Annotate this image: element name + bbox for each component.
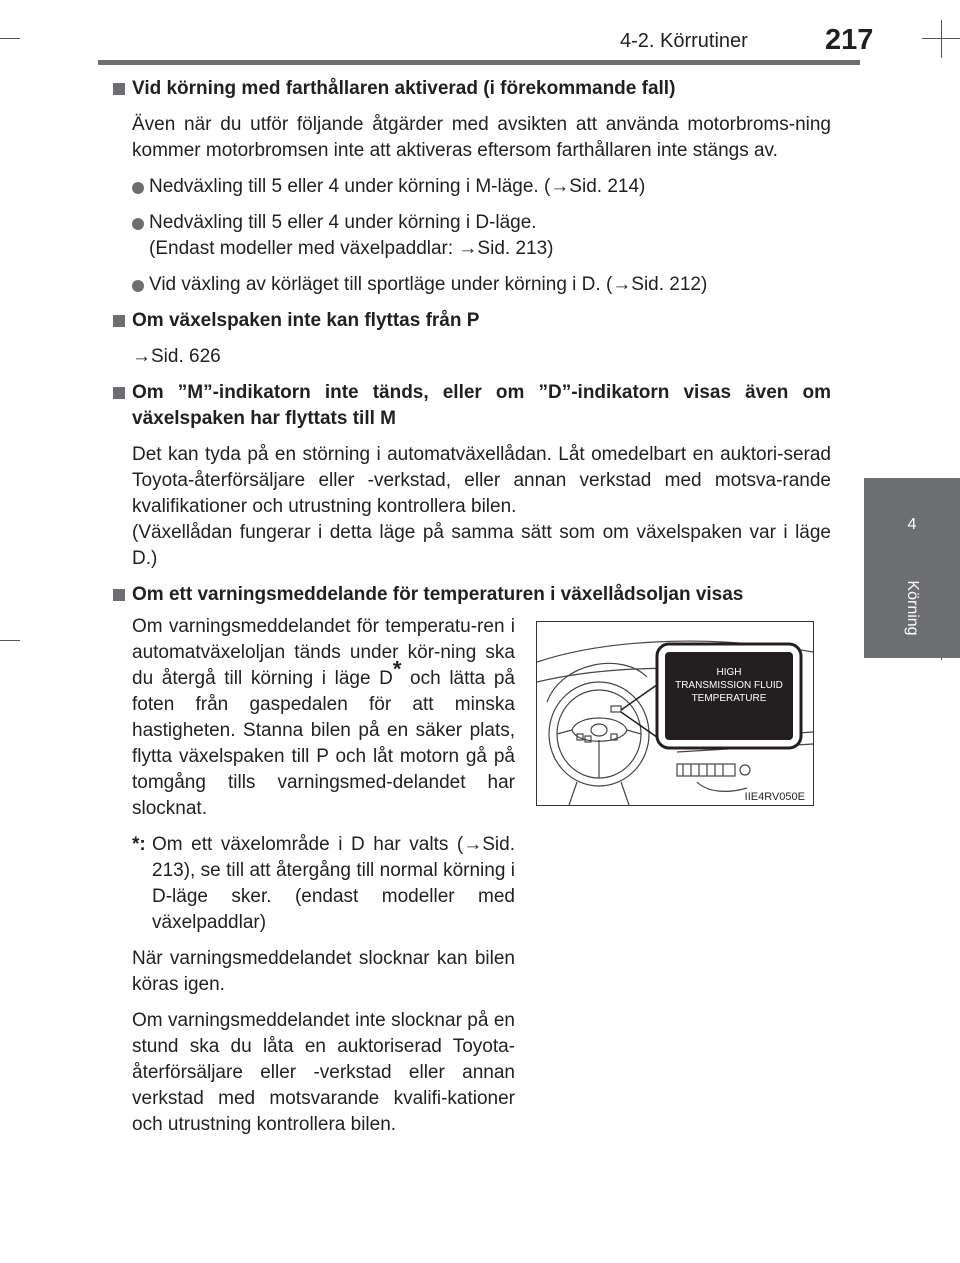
- main-content: [113, 76, 831, 618]
- crop-mark: [0, 640, 20, 641]
- round-bullet-icon: [132, 218, 144, 230]
- list-item-text: Nedväxling till 5 eller 4 under körning i M-läge. (→Sid. 214): [149, 176, 646, 197]
- footnote-mark: *:: [132, 834, 146, 855]
- square-bullet-icon: [113, 83, 125, 95]
- list-item-text: Nedväxling till 5 eller 4 under körning i D-läge.: [149, 212, 537, 233]
- paragraph: När varningsmeddelandet slocknar kan bilen köras igen.: [132, 948, 515, 995]
- display-text: [665, 666, 793, 705]
- crop-mark: [0, 38, 20, 39]
- page-reference: →Sid. 626: [132, 346, 221, 367]
- chapter-label: Körning: [904, 580, 921, 636]
- heading-text: Om ”M”-indikatorn inte tänds, eller om ”D”-indikatorn visas även om växelspaken har flyttats till M: [132, 382, 831, 429]
- square-bullet-icon: [113, 589, 125, 601]
- header-rule: [98, 60, 860, 65]
- chapter-number: 4: [907, 516, 917, 533]
- page-number: 217: [825, 24, 874, 56]
- section-heading: [113, 380, 831, 432]
- heading-text: Vid körning med farthållaren aktiverad (i förekommande fall): [132, 78, 676, 99]
- paragraph-text: och lätta på foten från gaspedalen för att minska hastigheten. Stanna bilen på en säker plats, flytta växelspaken till P och låt motorn gå på tomgång tills varningsmed-delandet har slocknat.: [132, 668, 515, 819]
- list-item-text: (Endast modeller med växelpaddlar: →Sid. 213): [149, 238, 554, 259]
- section4-text-column: [132, 614, 515, 1148]
- asterisk-mark: *: [392, 656, 402, 682]
- header-section-title: 4-2. Körrutiner: [620, 30, 748, 52]
- list-item: [113, 174, 831, 200]
- round-bullet-icon: [132, 280, 144, 292]
- display-line: TEMPERATURE: [691, 693, 767, 704]
- round-bullet-icon: [132, 182, 144, 194]
- display-line: HIGH: [716, 667, 742, 678]
- square-bullet-icon: [113, 387, 125, 399]
- paragraph-note: (Växellådan fungerar i detta läge på samma sätt som om växelspaken var i läge D.): [132, 522, 831, 569]
- paragraph: [132, 614, 515, 822]
- paragraph: Även när du utför följande åtgärder med avsikten att använda motorbroms-ning kommer motorbromsen inte att aktiveras eftersom farthållaren inte stängs av.: [132, 114, 831, 161]
- footnote: [132, 832, 515, 936]
- crop-mark: [941, 20, 942, 58]
- heading-text: Om växelspaken inte kan flyttas från P: [132, 310, 480, 331]
- figure-code: IIE4RV050E: [744, 791, 805, 803]
- dashboard-illustration: [536, 621, 814, 806]
- section-heading: [113, 76, 831, 102]
- chapter-side-tab: [864, 478, 960, 658]
- list-item: [113, 210, 831, 262]
- paragraph: [113, 442, 831, 572]
- paragraph-text: Om varningsmeddelandet för temperatu-ren i automatväxeloljan tänds under kör-ning ska du återgå till körning i läge D: [132, 616, 515, 689]
- section-heading: [113, 582, 831, 608]
- list-item-text: Vid växling av körläget till sportläge under körning i D. (→Sid. 212): [149, 274, 708, 295]
- list-item: [113, 272, 831, 298]
- section-heading: [113, 308, 831, 334]
- display-line: TRANSMISSION FLUID: [675, 680, 783, 691]
- paragraph-text: Det kan tyda på en störning i automatväxellådan. Låt omedelbart en auktori-serad Toyota-återförsäljare eller -verkstad, eller annan verkstad med motsva-rande kvalifikationer och utrustning kontrollera bilen.: [132, 444, 831, 517]
- heading-text: Om ett varningsmeddelande för temperaturen i växellådsoljan visas: [132, 584, 744, 605]
- square-bullet-icon: [113, 315, 125, 327]
- paragraph: Om varningsmeddelandet inte slocknar på en stund ska du låta en auktoriserad Toyota-återförsäljare eller -verkstad eller annan verkstad med motsvarande kvalifi-kationer och utrustning kontrollera bilen.: [132, 1010, 515, 1135]
- footnote-text: Om ett växelområde i D har valts (→Sid. 213), se till att återgång till normal körning i D-läge sker. (endast modeller med växelpaddlar): [152, 834, 515, 933]
